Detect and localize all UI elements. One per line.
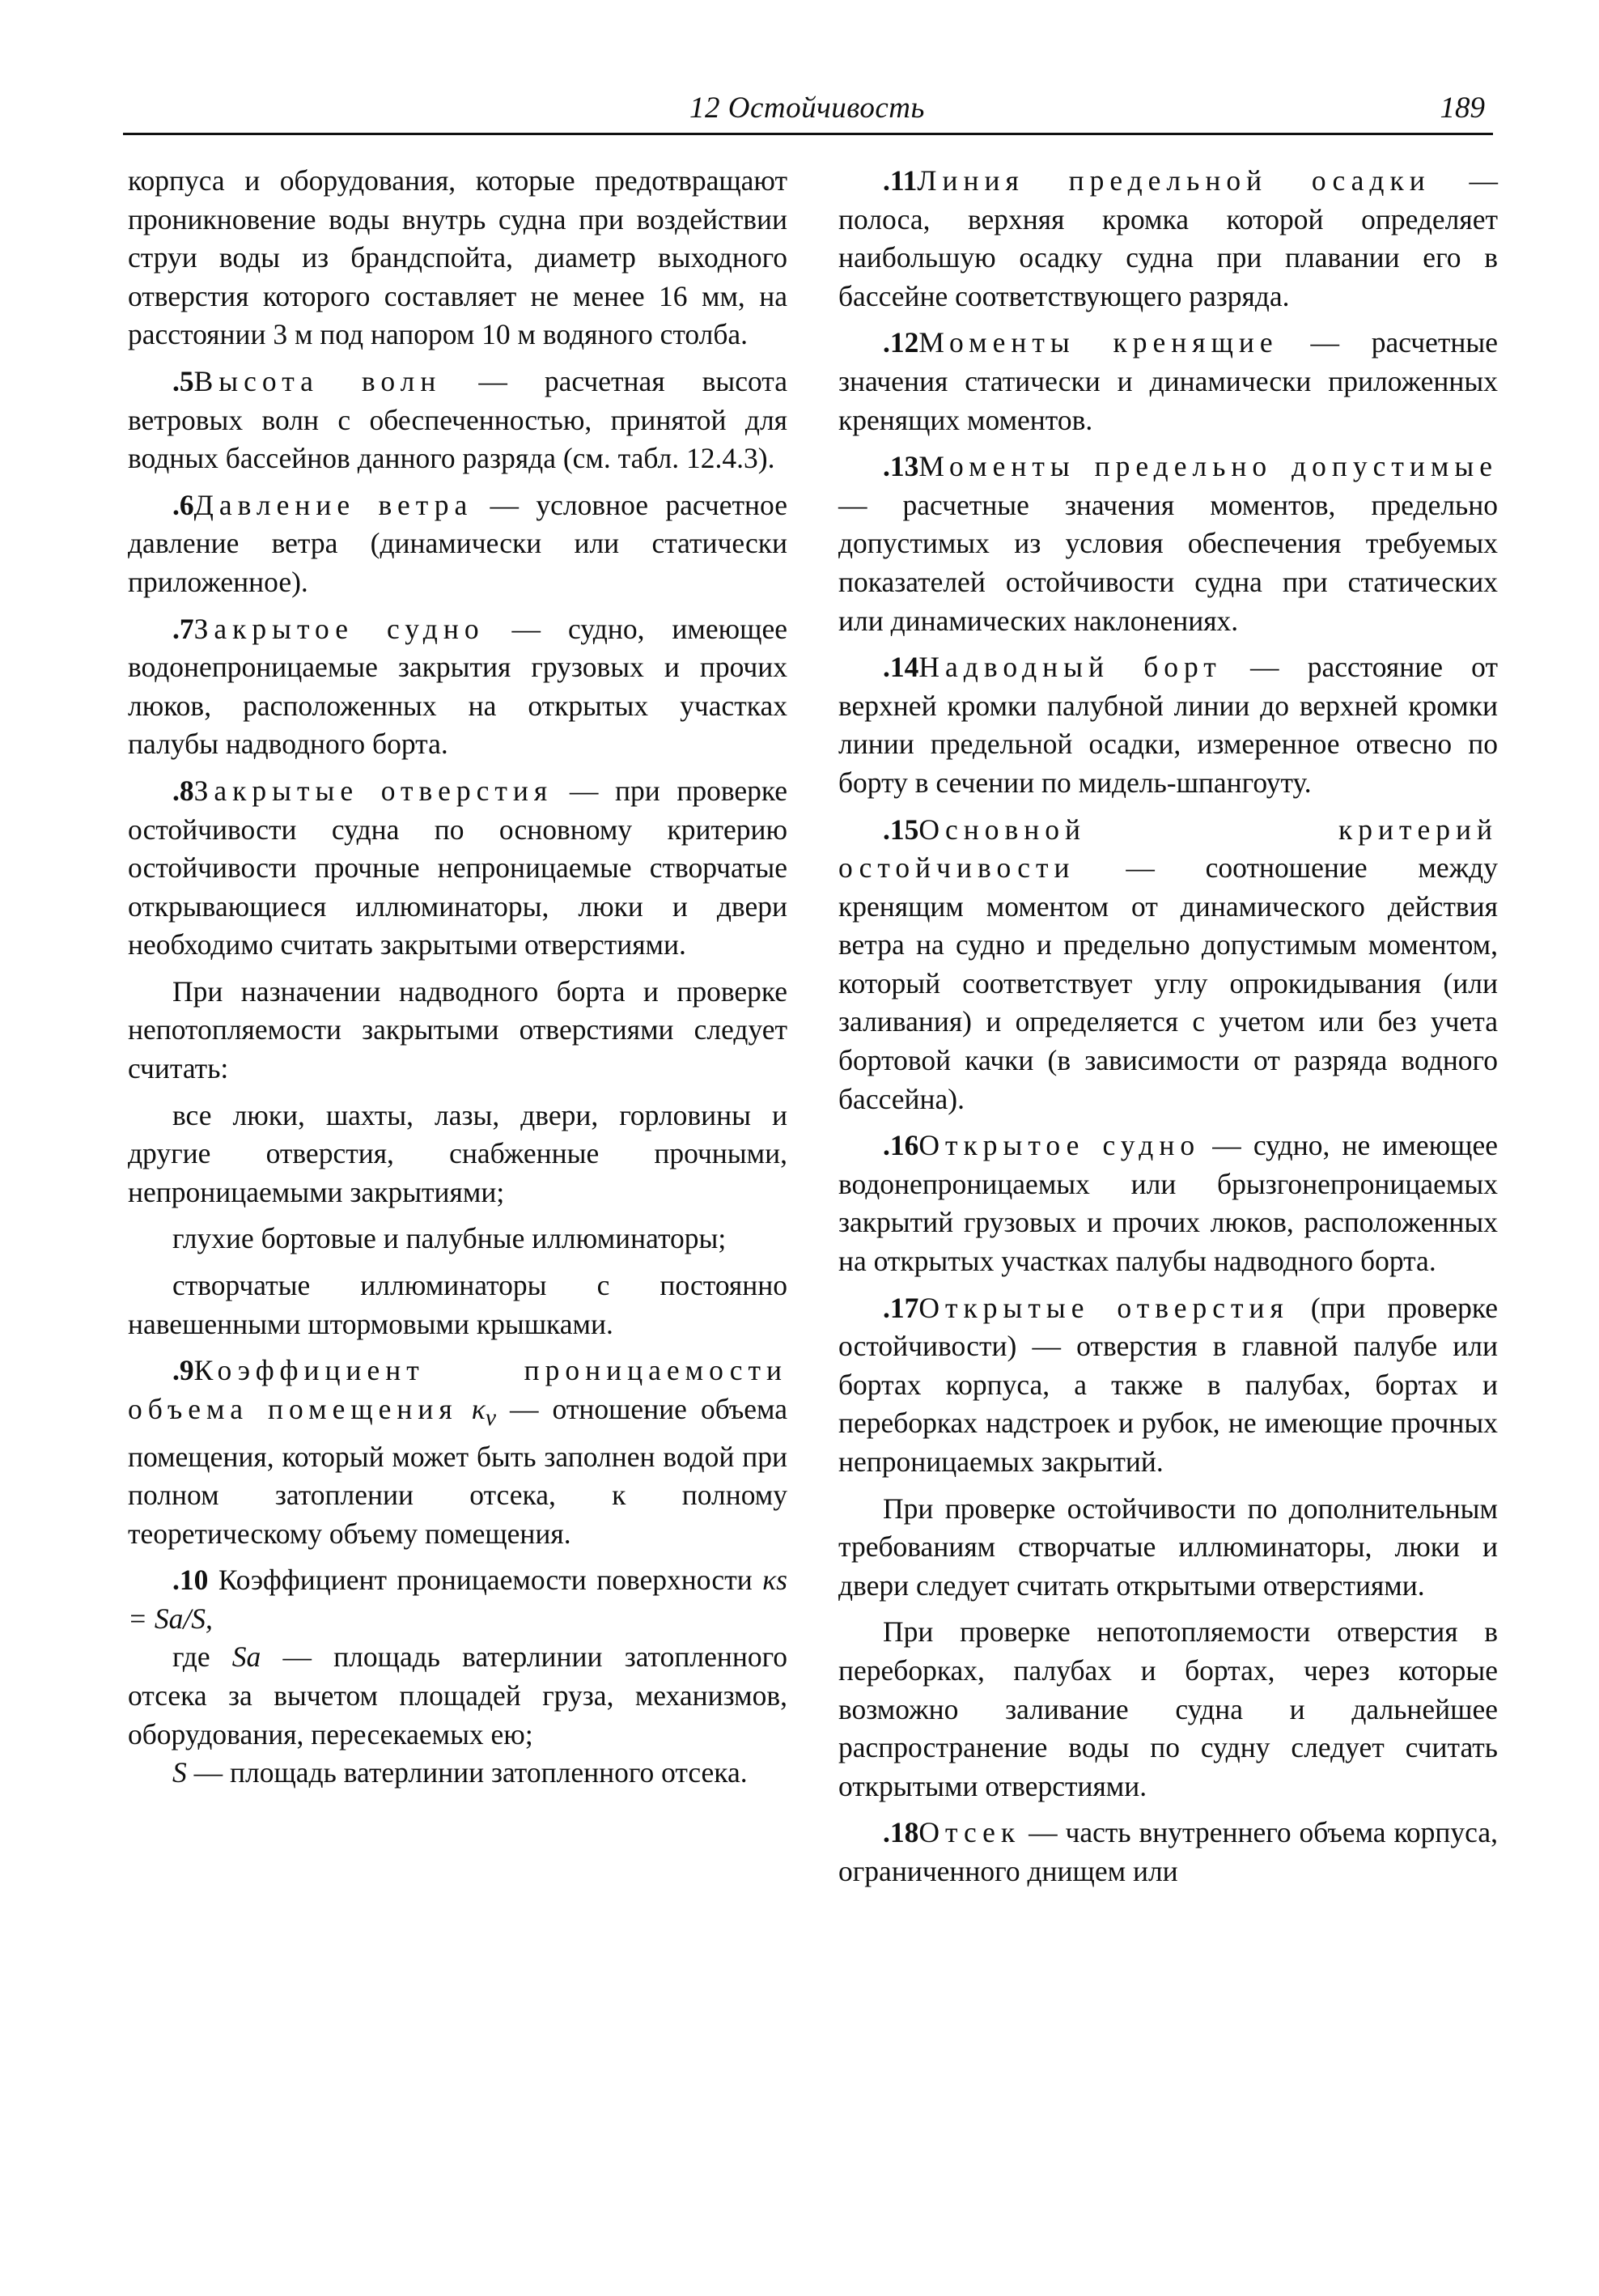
- paragraph: При проверке непотопляемости отверстия в переборках, палубах и бортах, через которые возможно заливание судна и дальнейшее распространение воды по судну следует считать открытыми отверстиями.: [838, 1615, 1498, 1802]
- page-number: 189: [1440, 91, 1485, 125]
- term: Надводный борт: [918, 651, 1222, 684]
- term: Давление ветра: [193, 488, 473, 521]
- list-item: глухие бортовые и палубные иллюминаторы;: [172, 1222, 727, 1255]
- term: Отсек: [918, 1816, 1021, 1849]
- term: Закрытое судно: [193, 612, 485, 645]
- paragraph: где Sa — площадь ватерлинии затопленного отсека за вычетом площадей груза, механизмов, оборудования, пересекаемых ею;: [128, 1640, 787, 1751]
- term: Моменты предельно допустимые: [918, 450, 1498, 483]
- definition-13: .13Моменты предельно допустимые — расчетные значения моментов, предельно допустимых из условия обеспечения требуемых показателей остойчивости судна при статических или динамических наклонениях.: [838, 450, 1498, 637]
- term: Высота волн: [193, 364, 442, 397]
- left-column: [128, 162, 787, 1801]
- definition-16: .16Открытое судно — судно, не имеющее водонепроницаемых или брызгонепроницаемых закрытий грузовых и прочих люков, расположенных на открытых участках палубы надводного борта.: [838, 1129, 1498, 1278]
- definition-17: .17Открытые отверстия (при проверке остойчивости) — отверстия в главной палубе или бортах корпуса, а также в палубах, бортах и переборках надстроек и рубок, не имеющие прочных непроницаемых закрытий.: [838, 1291, 1499, 1478]
- definition-6: .6Давление ветра — условное расчетное давление ветра (динамически или статически приложенное).: [128, 488, 787, 598]
- paragraph: При назначении надводного борта и проверке непотопляемости закрытыми отверстиями следует считать:: [128, 974, 787, 1085]
- definition-15: .15Основной критерий остойчивости — соотношение между кренящим моментом от динамического действия ветра на судно и предельно допустимым моментом, который соответствует углу опрокидывания (или заливания) и определяется с учетом или без учета бортовой качки (в зависимости от разряда водного бассейна).: [838, 813, 1498, 1115]
- paragraph: корпуса и оборудования, которые предотвращают проникновение воды внутрь судна при воздействии струи воды из брандспойта, диаметр выходного отверстия которого составляет не менее 16 мм, на расстоянии 3 м под напором 10 м водяного столба.: [128, 164, 787, 351]
- definition-14: .14Надводный борт — расстояние от верхней кромки палубной линии до верхней кромки линии предельной осадки, измеренное отвесно по борту в сечении по мидель-шпангоуту.: [838, 651, 1498, 799]
- term: Открытое судно: [918, 1129, 1201, 1162]
- term: Закрытые отверстия: [193, 774, 554, 807]
- right-column: [838, 162, 1498, 1899]
- list-item: все люки, шахты, лазы, двери, горловины и другие отверстия, снабженные прочными, непроницаемыми закрытиями;: [128, 1098, 787, 1208]
- definition-10: .10 Коэффициент проницаемости поверхности κs = Sa/S,: [128, 1564, 787, 1635]
- term: Коэффициент проницаемости объема помещения: [128, 1354, 787, 1425]
- definition-18: .18Отсек — часть внутреннего объема корпуса, ограниченного днищем или: [838, 1816, 1498, 1887]
- term: Моменты кренящие: [918, 326, 1279, 359]
- paragraph: При проверке остойчивости по дополнительным требованиям створчатые иллюминаторы, люки и двери следует считать открытыми отверстиями.: [838, 1492, 1498, 1602]
- chapter-title: 12 Остойчивость: [689, 91, 925, 125]
- formula: κs = Sa/S,: [128, 1564, 787, 1635]
- definition-7: .7Закрытое судно — судно, имеющее водонепроницаемые закрытия грузовых и прочих люков, расположенных на открытых участках палубы надводного борта.: [128, 612, 788, 761]
- term: Линия предельной осадки: [917, 164, 1431, 197]
- term: Открытые отверстия: [918, 1291, 1289, 1324]
- definition-8: .8Закрытые отверстия — при проверке остойчивости судна по основному критерию остойчивости прочные непроницаемые створчатые открывающиеся иллюминаторы, люки и двери необходимо считать закрытыми отверстиями.: [128, 774, 787, 961]
- term: Основной критерий остойчивости: [838, 813, 1498, 885]
- list-item: створчатые иллюминаторы с постоянно навешенными штормовыми крышками.: [128, 1269, 787, 1340]
- definition-9: .9Коэффициент проницаемости объема помещения $\kappa_v$ — отношение объема помещения, который может быть заполнен водой при полном затоплении отсека, к полному теоретическому объему помещения.: [128, 1354, 787, 1550]
- definition-5: .5Высота волн — расчетная высота ветровых волн с обеспеченностью, принятой для водных бассейнов данного разряда (см. табл. 12.4.3).: [128, 364, 787, 475]
- paragraph: S — площадь ватерлинии затопленного отсека.: [172, 1756, 748, 1789]
- running-header: [123, 91, 1493, 135]
- definition-12: .12Моменты кренящие — расчетные значения статически и динамически приложенных кренящих моментов.: [838, 326, 1498, 436]
- definition-11: .11Линия предельной осадки — полоса, верхняя кромка которой определяет наибольшую осадку судна при плавании его в бассейне соответствующего разряда.: [838, 164, 1499, 312]
